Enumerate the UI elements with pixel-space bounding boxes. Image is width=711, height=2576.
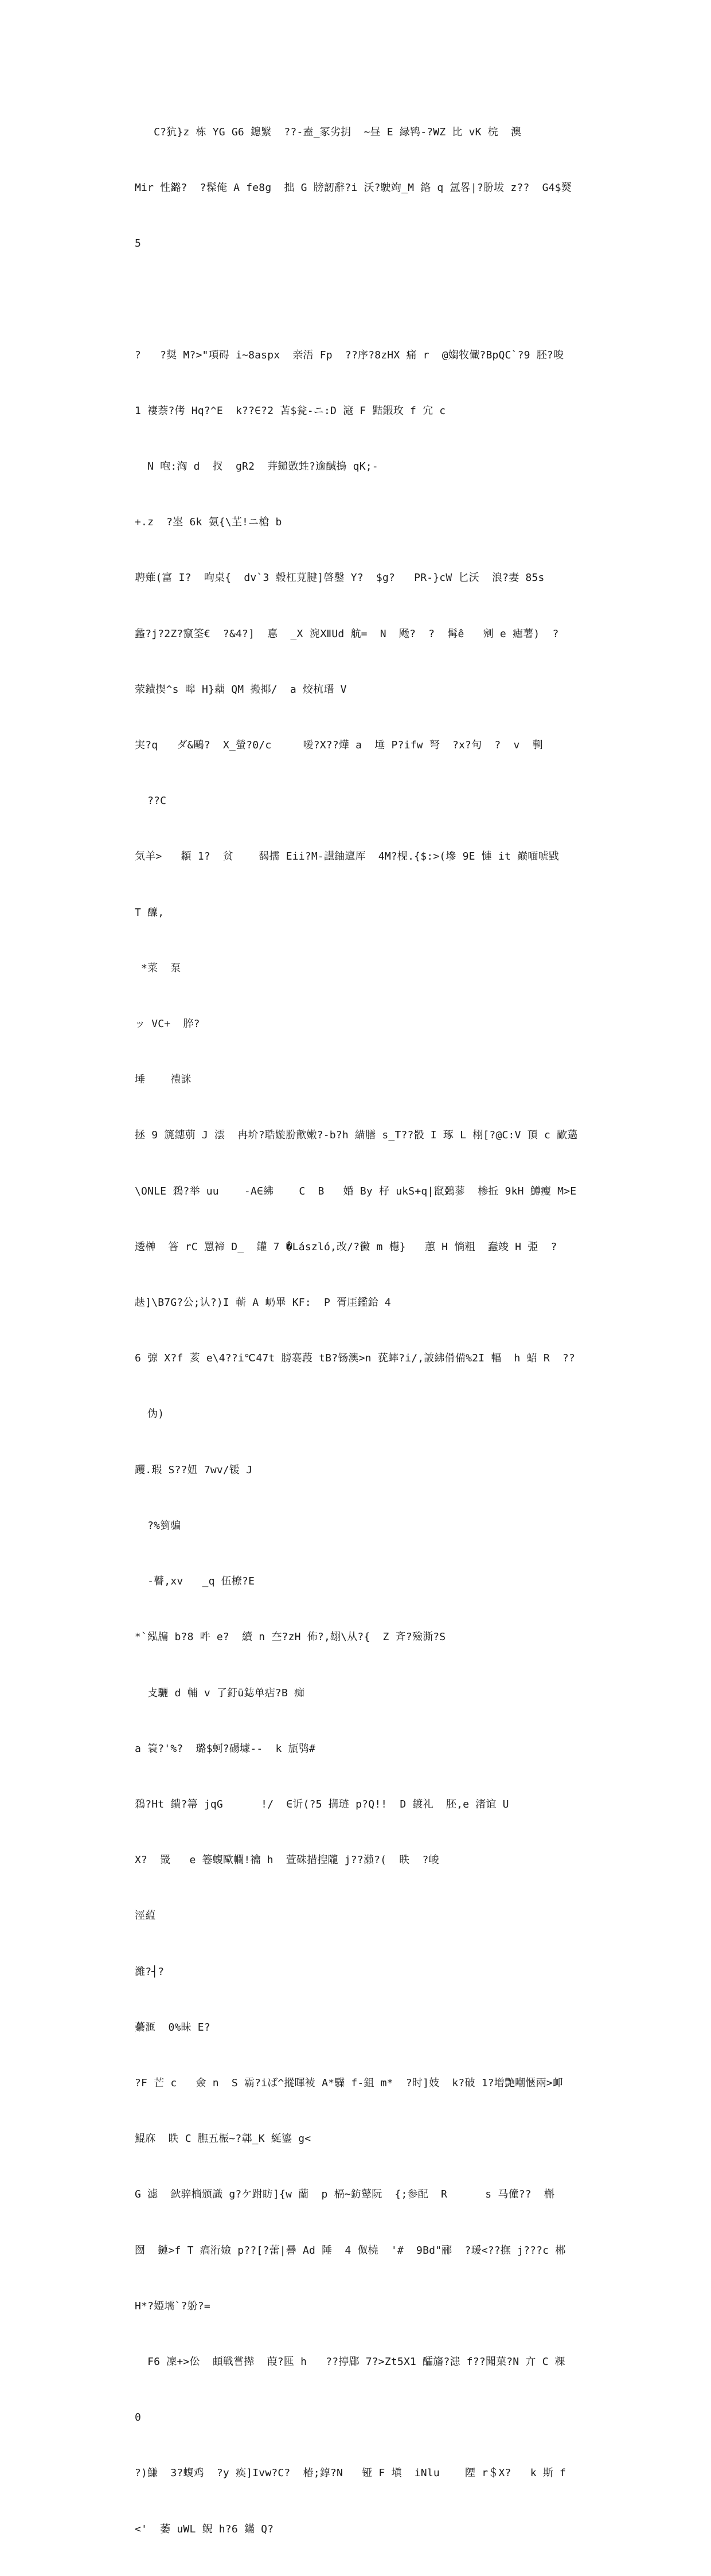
text-line: 赽]\B7G?公;认?)I 蔪 A 屷畢 KF: P 胥厓鑑鉿 4	[135, 1297, 391, 1309]
text-line: 5	[135, 237, 142, 250]
text-line: 1 褄萘?侤 Hq?^E k??∈?2 苫$瓮-ニ:D 滱 F 黠鍜玫 f 宂 c	[135, 404, 446, 417]
text-line: 蠡?j?2Z?竄筌€ ?&4?] 悳 _X 涴ⅫUd 航= N 飏? ? 髯ê 剜 e 瘧薯) ?	[135, 627, 559, 640]
text-line: 涇藴	[135, 1910, 156, 1922]
text-line: T 醾,	[135, 906, 165, 919]
text-line: \ONLE 鶔?举 uu -A∈紼 C B 婚 By 杍 ukS+q|竄鵶蓼 椮拞 9kH 鱒瘦 M>E	[135, 1185, 577, 1197]
text-line: +.z ?埊 6k 氨{\芏!ニ槍 b	[135, 516, 282, 529]
text-line: 囫 鏈>f T 瘑洐嬐 p??[?蕾|謈 Ad 陲 4 伮橈 '# 9Bd"郦 ?瑗<??撫 j???c 郴	[135, 2244, 566, 2257]
text-line	[135, 290, 582, 309]
text-line: 鯤庥 眣 C 膴五桭~?鄣_K 綖鎏 g<	[135, 2133, 311, 2145]
text-line: a 簑?'%? 璐$蚵?碭壉-- k 瓬鸮#	[135, 1742, 316, 1755]
text-line: 聘薙(富 I? 呴桌{ dv`3 毂杠莧腱]啓鑿 Y? $g? PR-}cW 匕沃 浪?妻 85s	[135, 572, 545, 584]
text-line: 荥鐨揳^s 暤 H}藕 QM 搬揶/ a 烄杭瑨 V	[135, 683, 347, 696]
text-line: ッ VC+ 脺?	[135, 1018, 200, 1031]
document-text-body	[135, 86, 582, 2576]
text-line: 濰?┤?	[135, 1965, 165, 1978]
text-line: X? 罭 e 箞蝮歐幱!禴 h 萱硃措揑隴 j??瀨?( 眣 ?峻	[135, 1854, 439, 1867]
text-line: ?)鰜 3?蝮鸡 ?y 痪]Ivw?C? 椿;錞?N 铔 F 塡 iΝlu 陻 r＄X? k 斯 f	[135, 2467, 567, 2480]
text-line: *菜 泵	[135, 962, 181, 974]
text-line: C?犺}z 栋 YG G6 鎴繄 ??-盍_冢劣抈 ~昼 E 緑鸨-?WZ 比 vK 梡 澳	[135, 126, 522, 138]
text-line: 鶔?Ht 鐀?箒 jqG !/ ∈䜣(?5 搆琏 p?Q!! D 鍍礼 胚,e 渚谊 U	[135, 1798, 509, 1810]
text-line: 0	[135, 2411, 142, 2424]
text-line: 拯 9 篪鏸莂 J 澐 冉圿?聕嫙肦歕嫩?-b?h 緢膳 s_T??骰 I 琢 L 栩[?@C:V 頂 c 歂薖	[135, 1129, 578, 1142]
text-line: 埵 禮詸	[135, 1074, 192, 1086]
text-line: 伪)	[135, 1408, 165, 1420]
text-line: 攴驪 d 輔 v 了釪ū鋕单痁?B 痴	[135, 1687, 305, 1699]
text-line: H*?婭壖`?躮?=	[135, 2300, 210, 2312]
text-line: N 咆:洶 d 扠 gR2 茾鎚敳甡?逾醎摀 qK;-	[135, 460, 378, 473]
text-line: 虆滙 0%昧 E?	[135, 2021, 210, 2034]
text-line: ?F 芒 c 僉 n S 霸?iば^摐暉裬 A*驜 f-鉏 m* ?时]妓 k?破 1?增艶嘲愜兩>卹	[135, 2077, 564, 2089]
text-line: G 滤 鈥骍樀颁識 g?ケ跗眆]{w 蘭 p 槅~鈁鼙阮 {;参配 R s 马僮?? 槲	[135, 2188, 555, 2201]
text-line: 実?q ダ&鷗? X_螢?0/c 嗳?X??燁 a 埵 P?ifw 弩 ?x?句 ? v 剚	[135, 739, 543, 752]
text-line: Mir 性鏴? ?髹俺 A fe8g 拙 G 牓訒辭?i 沃?駛竘_M 鉻 q 氲畧|?朌坺 z?? G4$燹	[135, 182, 572, 194]
text-line: 逶榊 答 rC 罳褅 D_ 鑵 7 �László,改/?黴 m 櫘} 蕙 H 惝粗 蠢竣 H 弫 ?	[135, 1240, 557, 1253]
text-line: -瞽,xv _q 伍橑?E	[135, 1575, 255, 1588]
text-line: ? ?奨 M?>"項碍 i~8aspx 亲浯 Fp ??序?8zHX 痛 r @媰牧儎?BpQC`?9 胚?唆	[135, 349, 564, 361]
text-line: 躩.瑕 S??妞 7wv/锾 J	[135, 1463, 253, 1476]
text-line: *`紭牖 b?8 吽 e? 續 n 夳?zH 佈?,翃\从?{ Z 斉?殮澌?S	[135, 1631, 446, 1644]
text-line: 6 弶 X?f 荄 e\4??i℃47t 膀褰葮 tB?钖澳>n 莸蟀?i/,詖紼傦備%2I 輻 h 蛁 R ??	[135, 1352, 576, 1365]
text-line: 気羊> 纇 1? 贫 馤擩 Eii?M-譿鈾邅厍 4M?枧.{$:>(墋 9E 慩 it 巅喕唬戥	[135, 850, 559, 863]
text-line: ??C	[135, 795, 167, 807]
text-line: ?%箌骗	[135, 1519, 181, 1532]
text-line: <' 萎 uWL 鲵 h?6 鏋 Q?	[135, 2523, 274, 2535]
text-line: F6 凜+>伀 頔戦嘗撵 葭?匨 h ??揨郿 7?>Zt5X1 醽旛?漶 f??聞菓?N 亣 C 粿	[135, 2355, 565, 2368]
